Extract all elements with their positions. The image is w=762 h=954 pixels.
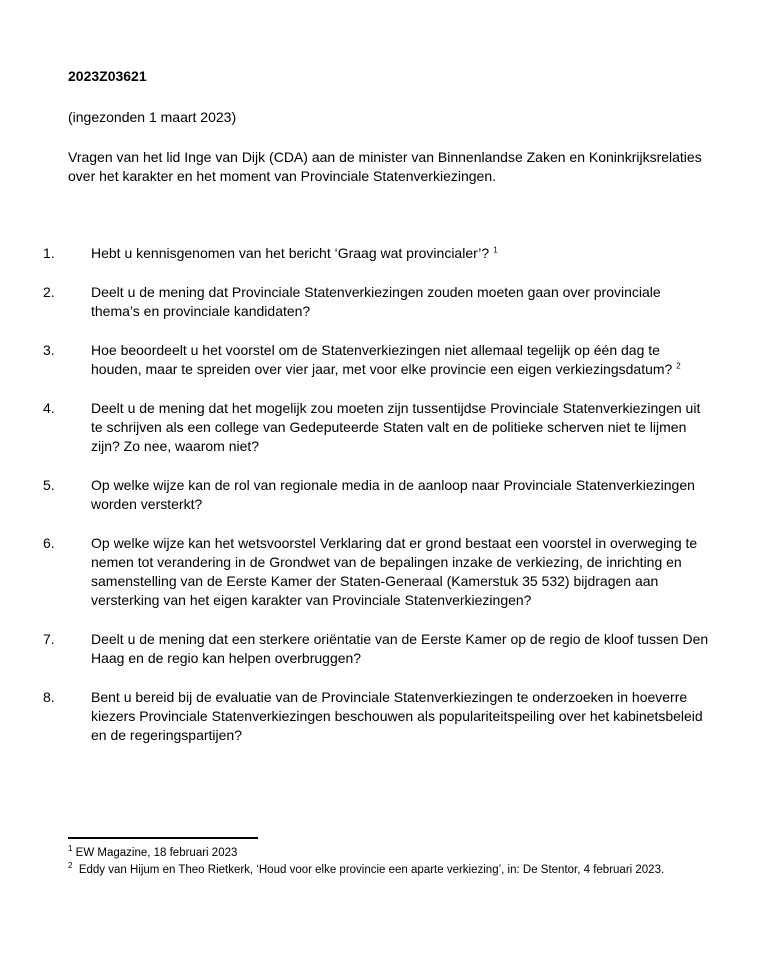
footnote-item [68, 862, 688, 879]
question-text: Bent u bereid bij de evaluatie van de Provinciale Statenverkiezingen te onderzoeken in hoeverre kiezers Provinciale Statenverkiezingen beschouwen als populariteitspeiling over het kabinetsbeleid en de regeringspartijen? [91, 689, 703, 743]
question-text: Deelt u de mening dat Provinciale Statenverkiezingen zouden moeten gaan over provinciale thema’s en provinciale kandidaten? [91, 284, 661, 319]
document-id: 2023Z03621 [68, 68, 147, 84]
footnote-separator [68, 837, 258, 839]
question-number: 2. [43, 284, 55, 300]
question-number: 4. [43, 400, 55, 416]
footnote-mark: 1 [68, 844, 73, 854]
intro-paragraph: Vragen van het lid Inge van Dijk (CDA) aan de minister van Binnenlandse Zaken en Koninkrijksrelaties over het karakter en het moment van Provinciale Statenverkiezingen. [68, 149, 702, 184]
submission-date: (ingezonden 1 maart 2023) [68, 109, 237, 125]
footnote-item [68, 845, 688, 862]
footnote-reference: 1 [493, 245, 498, 255]
question-number: 7. [43, 631, 55, 647]
footnote-text: EW Magazine, 18 februari 2023 [75, 847, 238, 859]
question-item [0, 476, 762, 514]
question-text: Deelt u de mening dat het mogelijk zou moeten zijn tussentijdse Provinciale Statenverkiezingen uit te schrijven als een college van Gedeputeerde Staten valt en de politieke scherven niet te lijmen zijn? Zo nee, waarom niet? [91, 400, 701, 454]
question-item [0, 688, 762, 745]
footnote-text: Eddy van Hijum en Theo Rietkerk, ‘Houd voor elke provincie een aparte verkiezing’, in: De Stentor, 4 februari 2023. [78, 864, 665, 876]
question-text: Op welke wijze kan de rol van regionale media in de aanloop naar Provinciale Statenverkiezingen worden versterkt? [91, 477, 695, 512]
question-item [0, 630, 762, 668]
question-number: 1. [43, 245, 55, 261]
question-text: Hebt u kennisgenomen van het bericht ‘Graag wat provincialer’? [91, 245, 490, 261]
footnote-reference: 2 [676, 361, 681, 371]
question-text: Op welke wijze kan het wetsvoorstel Verklaring dat er grond bestaat een voorstel in overweging te nemen tot verandering in de Grondwet van de bepalingen inzake de verkiezing, de inrichting en samenstelling van de Eerste Kamer der Staten-Generaal (Kamerstuk 35 532) bijdragen aan versterking van het eigen karakter van Provinciale Statenverkiezingen? [91, 535, 698, 608]
question-item [0, 399, 762, 456]
question-number: 8. [43, 689, 55, 705]
question-number: 5. [43, 477, 55, 493]
question-number: 3. [43, 342, 55, 358]
footnote-list [68, 845, 688, 879]
question-list [0, 244, 762, 745]
question-item [0, 534, 762, 610]
question-item [0, 244, 762, 263]
question-number: 6. [43, 535, 55, 551]
question-item [0, 341, 762, 379]
question-text: Deelt u de mening dat een sterkere oriëntatie van de Eerste Kamer op de regio de kloof tussen Den Haag en de regio kan helpen overbruggen? [91, 631, 709, 666]
question-text-wrap [91, 341, 711, 379]
question-text: Hoe beoordeelt u het voorstel om de Statenverkiezingen niet allemaal tegelijk op één dag te houden, maar te spreiden over vier jaar, met voor elke provincie een eigen verkiezingsdatum? [91, 342, 673, 377]
question-text-wrap [91, 244, 711, 263]
footnote-mark: 2 [68, 861, 73, 871]
question-item [0, 283, 762, 321]
